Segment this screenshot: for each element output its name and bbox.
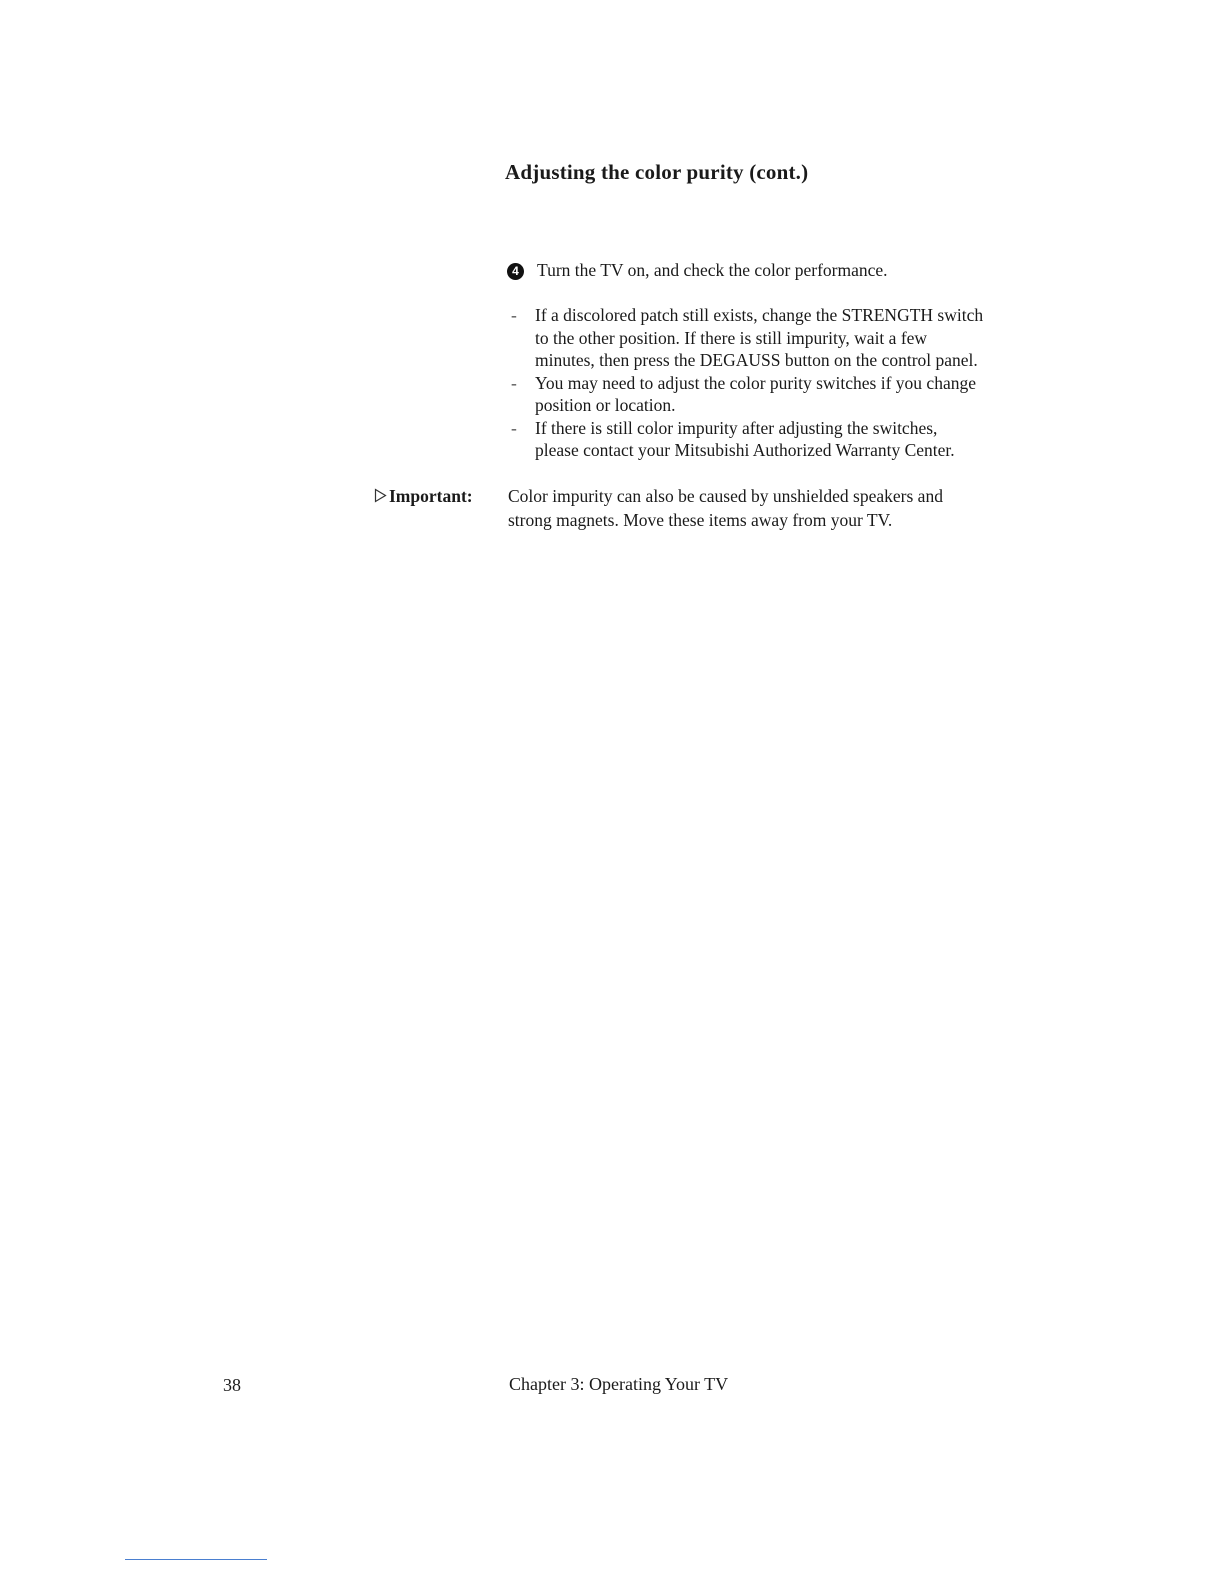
chapter-footer: Chapter 3: Operating Your TV	[509, 1374, 729, 1394]
important-label: Important:	[389, 486, 473, 506]
important-line: strong magnets. Move these items away from your TV.	[508, 510, 893, 530]
note-line: If there is still color impurity after adjusting the switches,	[535, 417, 938, 438]
dash-bullet: -	[511, 372, 517, 393]
page-number: 38	[223, 1375, 241, 1395]
note-item	[511, 417, 1091, 462]
note-line: If a discolored patch still exists, change the STRENGTH switch	[535, 305, 984, 325]
dash-bullet: -	[511, 305, 517, 325]
right-triangle-arrow-icon	[374, 488, 387, 503]
note-line: position or location.	[535, 395, 676, 415]
bottom-rule	[125, 1559, 267, 1560]
step-number-4-icon: 4	[507, 263, 524, 280]
important-text	[508, 484, 943, 532]
note-line: You may need to adjust the color purity switches if you change	[535, 372, 976, 393]
note-item	[511, 372, 1091, 417]
notes-list	[511, 304, 1091, 462]
note-line: please contact your Mitsubishi Authorized Warranty Center.	[535, 440, 955, 460]
note-line: minutes, then press the DEGAUSS button on the control panel.	[535, 350, 978, 370]
important-line: Color impurity can also be caused by unshielded speakers and	[508, 486, 943, 506]
dash-bullet: -	[511, 417, 517, 438]
step-text: Turn the TV on, and check the color performance.	[537, 260, 888, 280]
step-4	[507, 258, 1087, 282]
page-title: Adjusting the color purity (cont.)	[505, 160, 809, 185]
note-line: to the other position. If there is still impurity, wait a few	[535, 327, 928, 348]
note-item	[511, 304, 1091, 372]
important-label-group	[374, 484, 473, 508]
